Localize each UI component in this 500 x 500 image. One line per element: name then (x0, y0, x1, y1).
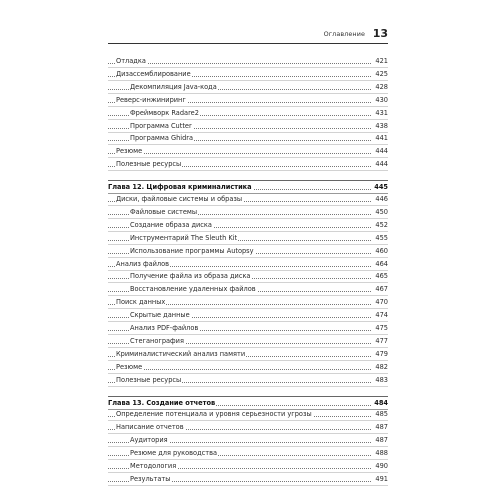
toc-page-number: 482 (375, 362, 388, 371)
toc-entry-title: Резюме (116, 147, 143, 156)
toc-page-number: 490 (375, 462, 388, 470)
toc-page-number: 479 (375, 349, 388, 358)
toc-page-number: 425 (375, 69, 388, 78)
toc-entry-row (108, 145, 388, 158)
toc-page-number: 452 (375, 220, 388, 229)
toc-page-number: 477 (375, 336, 388, 345)
toc-page-number: 446 (375, 195, 388, 203)
toc-page-number: 430 (375, 95, 388, 104)
toc-entry-title: Определение потенциала и уровня серьезности угрозы (116, 410, 312, 419)
toc-entry-title: Использование программы Autopsy (130, 246, 254, 255)
toc-entry-title: Фреймворк Radare2 (130, 108, 199, 117)
toc-entry-title: Резюме (116, 362, 143, 371)
toc-page-number: 445 (374, 183, 388, 192)
toc-entry-row (108, 206, 388, 219)
toc-entry-row (108, 283, 388, 296)
toc-chapter-row (108, 396, 388, 410)
toc-page-number: 428 (375, 82, 388, 91)
toc-entry-row (108, 68, 388, 81)
toc-entry-row (108, 374, 388, 387)
toc-entry-title: Написание отчетов (116, 423, 184, 432)
toc-entry-row (108, 258, 388, 271)
toc-entry-row (108, 232, 388, 245)
toc-entry-row (108, 193, 388, 206)
page-number: 13 (372, 27, 388, 40)
toc-entry-title: Диски, файловые системы и образы (116, 195, 243, 203)
toc-entry-row (108, 120, 388, 133)
toc-page-number: 450 (375, 207, 388, 216)
toc-entry-title: Анализ PDF-файлов (130, 324, 199, 332)
toc-entry-row (108, 94, 388, 107)
header-rule (108, 43, 388, 44)
toc-entry-title: Результаты (130, 474, 171, 483)
toc-page-number: 460 (375, 246, 388, 255)
toc-entry-row (108, 270, 388, 283)
toc-page-number: 488 (375, 449, 388, 458)
toc-entry-row (108, 309, 388, 322)
toc-entry-title: Стеганография (130, 336, 184, 345)
toc-page-number: 491 (375, 474, 388, 483)
toc-entry-title: Реверс-инжиниринг (116, 95, 186, 104)
toc-entry-title: Программа Ghidra (130, 134, 194, 143)
toc-entry-row (108, 473, 388, 486)
toc-page-number: 467 (375, 285, 388, 294)
toc-entry-title: Дизассемблирование (116, 69, 191, 78)
toc-page-number: 441 (375, 134, 388, 143)
toc-entry-title: Криминалистический анализ памяти (116, 349, 246, 358)
toc-entry-row (108, 348, 388, 361)
toc-chapter-title: Глава 12. Цифровая криминалистика (108, 183, 252, 192)
dot-leader (108, 63, 371, 64)
toc-entry-row (108, 296, 388, 309)
toc-chapter-row (108, 180, 388, 194)
toc-page-number: 431 (375, 108, 388, 117)
toc-page-number: 455 (375, 233, 388, 242)
toc-entry-title: Получение файла из образа диска (130, 272, 251, 281)
toc-page-number: 484 (374, 398, 388, 407)
toc-entry-title: Декомпиляция Java-кода (130, 82, 217, 91)
toc-entry-row (108, 55, 388, 68)
toc-page-number: 421 (375, 57, 388, 65)
toc-entry-row (108, 434, 388, 447)
toc-entry-row (108, 158, 388, 171)
toc-entry-title: Полезные ресурсы (116, 375, 182, 384)
toc-entry-title: Создание образа диска (130, 220, 212, 229)
toc-entry-row (108, 132, 388, 145)
toc-page-number: 487 (375, 436, 388, 445)
toc-entry-title: Резюме для руководства (130, 449, 218, 458)
toc-entry-title: Поиск данных (116, 298, 166, 307)
toc-entry-row (108, 107, 388, 120)
dot-leader (108, 153, 371, 154)
toc-entry-row (108, 421, 388, 434)
toc-page-number: 438 (375, 121, 388, 130)
toc-entry-row (108, 335, 388, 348)
toc-entry-row (108, 408, 388, 421)
toc-entry-title: Файловые системы (130, 207, 198, 216)
toc-page-number: 464 (375, 259, 388, 268)
toc-entry-row (108, 219, 388, 232)
toc-entry-title: Аудитория (130, 436, 168, 445)
toc-entry-title: Скрытые данные (130, 311, 190, 320)
toc-entry-title: Полезные ресурсы (116, 160, 182, 169)
toc-entry-title: Отладка (116, 57, 146, 65)
toc-page-number: 444 (375, 147, 388, 156)
toc-page-number: 444 (375, 160, 388, 169)
toc-page-number: 475 (375, 324, 388, 332)
toc-entry-title: Инструментарий The Sleuth Kit (130, 233, 238, 242)
toc-entry-row (108, 322, 388, 335)
toc-page-number: 487 (375, 423, 388, 432)
running-header (108, 27, 388, 43)
toc-page-number: 465 (375, 272, 388, 281)
toc-entry-title: Анализ файлов (116, 259, 170, 268)
toc-chapter-title: Глава 13. Создание отчетов (108, 398, 216, 407)
toc-entry-title: Программа Cutter (130, 121, 192, 130)
dot-leader (108, 369, 371, 370)
toc-entry-title: Восстановление удаленных файлов (130, 285, 256, 294)
toc-entry-row (108, 245, 388, 258)
toc-entry-row (108, 361, 388, 374)
toc-page-number: 470 (375, 298, 388, 307)
toc-page-number: 474 (375, 311, 388, 320)
toc-entry-row (108, 81, 388, 94)
toc-entry-row (108, 447, 388, 460)
toc-page-number: 483 (375, 375, 388, 384)
toc-entry-row (108, 460, 388, 473)
toc-page-number: 485 (375, 410, 388, 419)
running-header-title: Оглавление (323, 30, 365, 38)
toc-entry-title: Методология (130, 462, 177, 470)
